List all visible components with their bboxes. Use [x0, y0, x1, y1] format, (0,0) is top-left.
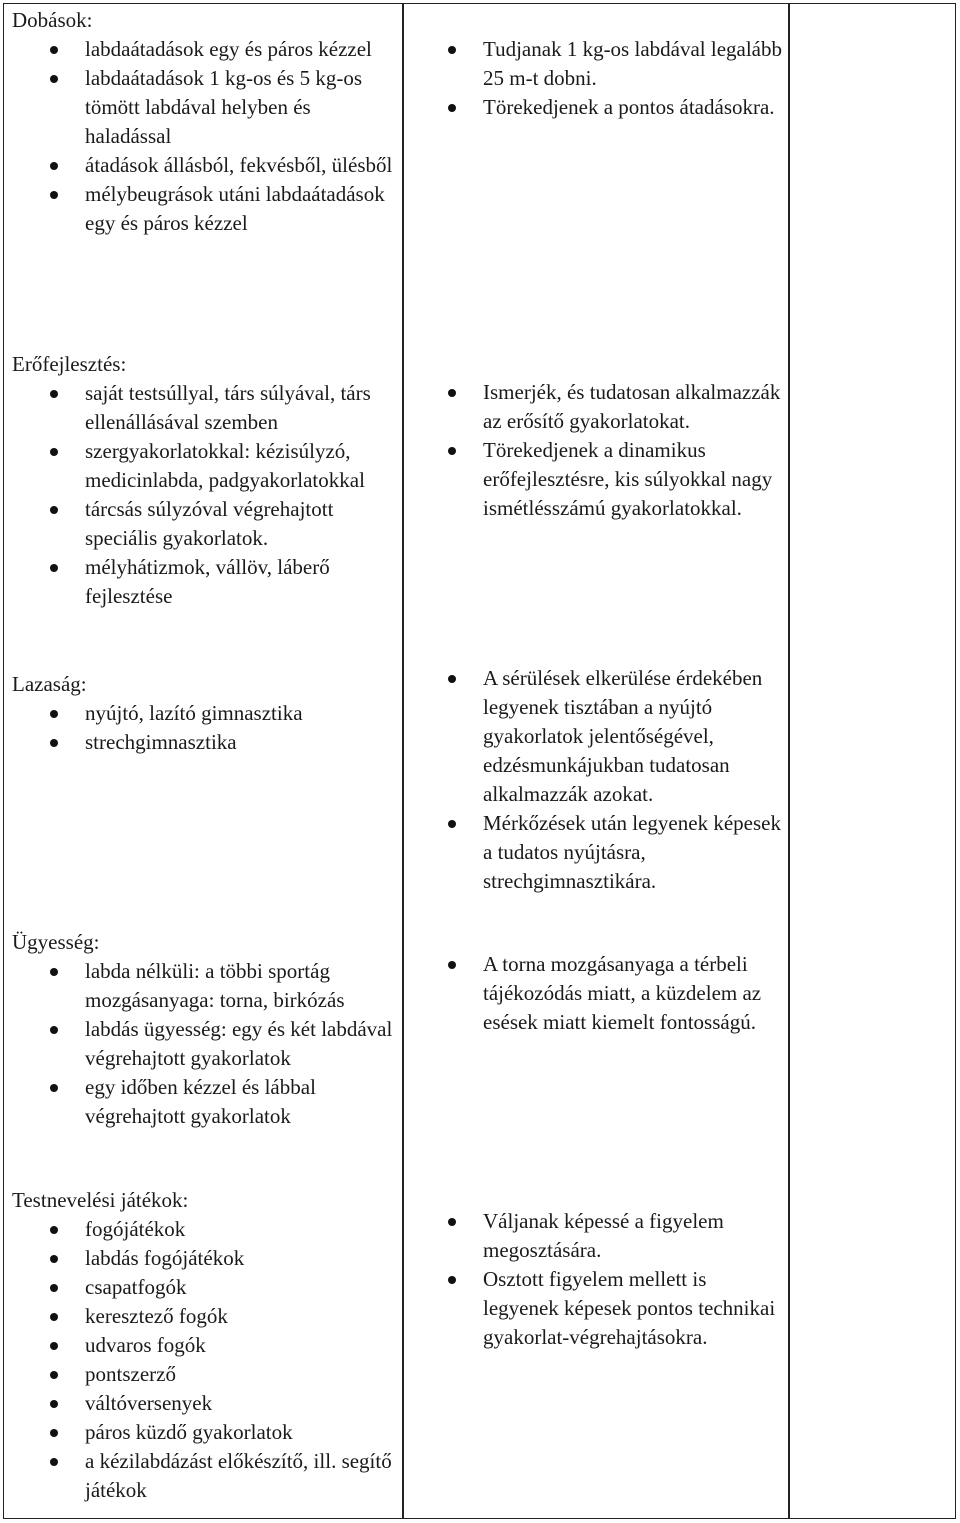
section-heading: Lazaság:: [12, 672, 87, 696]
column-divider: [402, 3, 404, 1519]
bullet-icon: [50, 1255, 58, 1263]
bullet-icon: [50, 1400, 58, 1408]
bullet-icon: [448, 1218, 456, 1226]
bullet-icon: [448, 675, 456, 683]
bullet-icon: [50, 162, 58, 170]
list-item: átadások állásból, fekvésből, ülésből: [85, 151, 395, 180]
exercise-list: [85, 379, 395, 611]
bullet-icon: [50, 564, 58, 572]
list-item: labdás ügyesség: egy és két labdával végrehajtott gyakorlatok: [85, 1015, 395, 1073]
list-item: labdaátadások egy és páros kézzel: [85, 35, 395, 64]
section-heading: Testnevelési játékok:: [12, 1188, 189, 1212]
section-heading: Dobások:: [12, 8, 93, 32]
bullet-icon: [50, 968, 58, 976]
list-item: Ismerjék, és tudatosan alkalmazzák az erősítő gyakorlatokat.: [483, 378, 783, 436]
goals-lazasag: [483, 664, 783, 896]
list-item: Mérkőzések után legyenek képesek a tudatos nyújtásra, strechgimnasztikára.: [483, 809, 783, 896]
goals-testnevelesi-jatekok: [483, 1207, 783, 1352]
bullet-icon: [50, 1026, 58, 1034]
list-item: Törekedjenek a dinamikus erőfejlesztésre, kis súlyokkal nagy ismétlésszámú gyakorlatokkal.: [483, 436, 783, 523]
list-item: keresztező fogók: [85, 1302, 395, 1331]
bullet-icon: [50, 1226, 58, 1234]
bullet-icon: [448, 1276, 456, 1284]
goal-list: [483, 35, 783, 122]
list-item: strechgimnasztika: [85, 728, 395, 757]
list-item: mélyhátizmok, vállöv, láberő fejlesztése: [85, 553, 395, 611]
bullet-icon: [50, 1313, 58, 1321]
section-ugyesseg: [12, 928, 392, 1131]
exercise-list: [85, 35, 395, 238]
list-item: szergyakorlatokkal: kézisúlyzó, medicinlabda, padgyakorlatokkal: [85, 437, 395, 495]
section-dobasok: [12, 6, 392, 238]
bullet-icon: [448, 104, 456, 112]
list-item: páros küzdő gyakorlatok: [85, 1418, 395, 1447]
exercise-list: [85, 957, 395, 1131]
bullet-icon: [50, 1342, 58, 1350]
list-item: pontszerző: [85, 1360, 395, 1389]
bullet-icon: [50, 46, 58, 54]
goal-list: [483, 378, 783, 523]
list-item: labdás fogójátékok: [85, 1244, 395, 1273]
section-heading: Ügyesség:: [12, 930, 100, 954]
list-item: Osztott figyelem mellett is legyenek képesek pontos technikai gyakorlat-végrehajtásokra.: [483, 1265, 783, 1352]
section-erofejlesztes: [12, 350, 392, 611]
section-testnevelesi-jatekok: [12, 1186, 392, 1505]
list-item: A torna mozgásanyaga a térbeli tájékozódás miatt, a küzdelem az esések miatt kiemelt fontosságú.: [483, 950, 783, 1037]
list-item: labda nélküli: a többi sportág mozgásanyaga: torna, birkózás: [85, 957, 395, 1015]
list-item: A sérülések elkerülése érdekében legyenek tisztában a nyújtó gyakorlatok jelentőségével, edzésmunkájukban tudatosan alkalmazzák azokat.: [483, 664, 783, 809]
bullet-icon: [50, 506, 58, 514]
goals-erofejlesztes: [483, 378, 783, 523]
bullet-icon: [50, 75, 58, 83]
goals-dobasok: [483, 35, 783, 122]
bullet-icon: [448, 961, 456, 969]
list-item: Tudjanak 1 kg-os labdával legalább 25 m-t dobni.: [483, 35, 783, 93]
list-item: udvaros fogók: [85, 1331, 395, 1360]
column-divider: [788, 3, 790, 1519]
list-item: váltóversenyek: [85, 1389, 395, 1418]
exercise-list: [85, 1215, 395, 1505]
list-item: nyújtó, lazító gimnasztika: [85, 699, 395, 728]
list-item: labdaátadások 1 kg-os és 5 kg-os tömött labdával helyben és haladással: [85, 64, 395, 151]
list-item: egy időben kézzel és lábbal végrehajtott gyakorlatok: [85, 1073, 395, 1131]
exercise-list: [85, 699, 395, 757]
bullet-icon: [50, 390, 58, 398]
list-item: fogójátékok: [85, 1215, 395, 1244]
bullet-icon: [50, 1371, 58, 1379]
goal-list: [483, 1207, 783, 1352]
list-item: a kézilabdázást előkészítő, ill. segítő játékok: [85, 1447, 395, 1505]
bullet-icon: [50, 710, 58, 718]
bullet-icon: [448, 389, 456, 397]
list-item: Törekedjenek a pontos átadásokra.: [483, 93, 783, 122]
bullet-icon: [448, 46, 456, 54]
list-item: csapatfogók: [85, 1273, 395, 1302]
bullet-icon: [50, 191, 58, 199]
bullet-icon: [50, 1429, 58, 1437]
section-heading: Erőfejlesztés:: [12, 352, 127, 376]
bullet-icon: [448, 447, 456, 455]
list-item: Váljanak képessé a figyelem megosztására.: [483, 1207, 783, 1265]
bullet-icon: [50, 1284, 58, 1292]
bullet-icon: [448, 820, 456, 828]
list-item: mélybeugrások utáni labdaátadások egy és páros kézzel: [85, 180, 395, 238]
bullet-icon: [50, 1084, 58, 1092]
section-lazasag: [12, 670, 392, 757]
goals-ugyesseg: [483, 950, 783, 1037]
bullet-icon: [50, 448, 58, 456]
bullet-icon: [50, 1458, 58, 1466]
list-item: tárcsás súlyzóval végrehajtott speciális gyakorlatok.: [85, 495, 395, 553]
bullet-icon: [50, 739, 58, 747]
list-item: saját testsúllyal, társ súlyával, társ ellenállásával szemben: [85, 379, 395, 437]
goal-list: [483, 664, 783, 896]
goal-list: [483, 950, 783, 1037]
